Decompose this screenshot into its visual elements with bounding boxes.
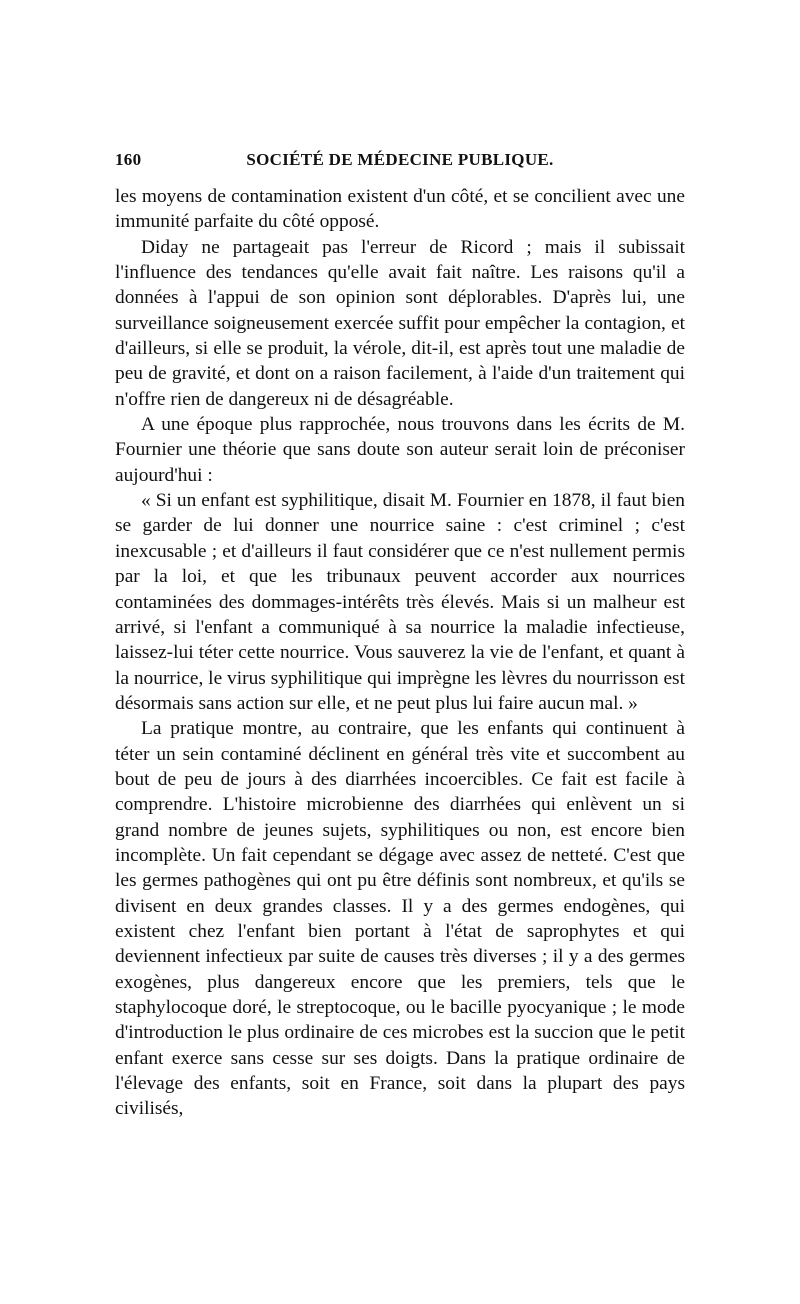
paragraph-fournier-quote: « Si un enfant est syphilitique, disait M. Fournier en 1878, il faut bien se garder de lui donner une nourrice saine : c'est criminel ; c'est inexcusable ; et d'ailleurs il faut considérer que ce n'est nullement permis par la loi, et que les tribunaux peuvent accorder aux nourrices contaminées des dommages-intérêts très élevés. Mais si un malheur est arrivé, si l'enfant a communiqué à sa nourrice la maladie infectieuse, laissez-lui téter cette nourrice. Vous sauverez la vie de l'enfant, et quant à la nourrice, le virus syphilitique qui imprègne les lèvres du nourrisson est désormais sans action sur elle, et ne peut plus lui faire aucun mal. » xyxy=(115,490,685,714)
page-number: 160 xyxy=(115,150,142,169)
body-text xyxy=(115,184,685,1122)
running-head: SOCIÉTÉ DE MÉDECINE PUBLIQUE. xyxy=(246,150,554,169)
paragraph-diday: Diday ne partageait pas l'erreur de Ricord ; mais il subissait l'influence des tendances qu'elle avait fait naître. Les raisons qu'il a données à l'appui de son opinion sont déplorables. D'après lui, une surveillance soigneusement exercée suffit pour empêcher la contagion, et d'ailleurs, si elle se produit, la vérole, dit-il, est après tout une maladie de peu de gravité, et dont on a raison facilement, à l'aide d'un traitement qui n'offre rien de dangereux ni de désagréable. xyxy=(115,236,685,410)
page-header xyxy=(115,150,685,176)
paragraph-fournier-intro: A une époque plus rapprochée, nous trouvons dans les écrits de M. Fournier une théorie que sans doute son auteur serait loin de préconiser aujourd'hui : xyxy=(115,414,685,486)
paragraph-pratique: La pratique montre, au contraire, que les enfants qui continuent à téter un sein contaminé déclinent en général très vite et succombent au bout de peu de jours à des diarrhées incoercibles. Ce fait est facile à comprendre. L'histoire microbienne des diarrhées qui enlèvent un si grand nombre de jeunes sujets, syphilitiques ou non, est encore bien incomplète. Un fait cependant se dégage avec assez de netteté. C'est que les germes pathogènes qui ont pu être définis sont nombreux, et qu'ils se divisent en deux grandes classes. Il y a des germes endogènes, qui existent chez l'enfant bien portant à l'état de saprophytes et qui deviennent infectieux par suite de causes très diverses ; il y a des germes exogènes, plus dangereux encore que les premiers, tels que le staphylocoque doré, le streptocoque, ou le bacille pyocyanique ; le mode d'introduction le plus ordinaire de ces microbes est la succion que le petit enfant exerce sans cesse sur ses doigts. Dans la pratique ordinaire de l'élevage des enfants, soit en France, soit dans la plupart des pays civilisés, xyxy=(115,718,685,1120)
paragraph-continuation: les moyens de contamination existent d'un côté, et se concilient avec une immunité parfaite du côté opposé. xyxy=(115,186,685,233)
